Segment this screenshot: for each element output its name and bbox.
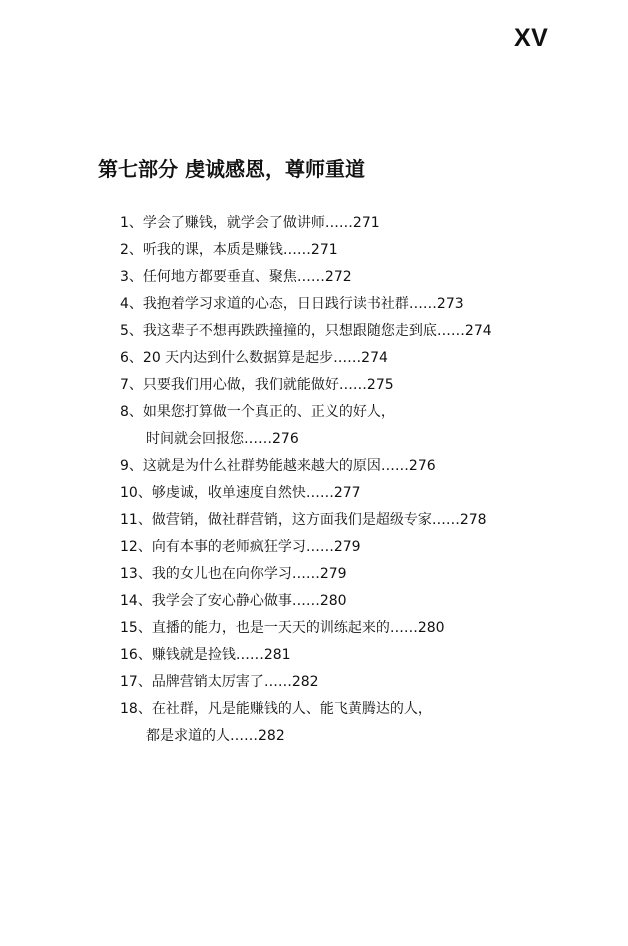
toc-item: 12、向有本事的老师疯狂学习……279 <box>120 539 361 555</box>
toc-item-continuation: 时间就会回报您……276 <box>146 431 299 447</box>
toc-item: 2、听我的课，本质是赚钱……271 <box>120 242 338 258</box>
toc-item: 7、只要我们用心做，我们就能做好……275 <box>120 377 394 393</box>
toc-item: 9、这就是为什么社群势能越来越大的原因……276 <box>120 458 436 474</box>
toc-item: 10、够虔诚，收单速度自然快……277 <box>120 485 361 501</box>
section-title: 第七部分 虔诚感恩，尊师重道 <box>98 157 365 181</box>
toc-item: 14、我学会了安心静心做事……280 <box>120 593 347 609</box>
toc-item: 13、我的女儿也在向你学习……279 <box>120 566 347 582</box>
toc-list <box>120 210 492 750</box>
toc-item: 18、在社群，凡是能赚钱的人、能飞黄腾达的人， <box>120 701 432 717</box>
toc-item: 8、如果您打算做一个真正的、正义的好人， <box>120 404 395 420</box>
toc-item: 11、做营销，做社群营销，这方面我们是超级专家……278 <box>120 512 487 528</box>
toc-item-continuation: 都是求道的人……282 <box>146 728 285 744</box>
toc-item: 4、我抱着学习求道的心态，日日践行读书社群……273 <box>120 296 464 312</box>
page-number: XV <box>514 24 549 52</box>
toc-item: 3、任何地方都要垂直、聚焦……272 <box>120 269 352 285</box>
toc-item: 1、学会了赚钱，就学会了做讲师……271 <box>120 215 380 231</box>
toc-item: 17、品牌营销太厉害了……282 <box>120 674 319 690</box>
toc-item: 16、赚钱就是捡钱……281 <box>120 647 291 663</box>
toc-item: 6、20 天内达到什么数据算是起步……274 <box>120 350 388 366</box>
toc-item: 15、直播的能力，也是一天天的训练起来的……280 <box>120 620 445 636</box>
toc-item: 5、我这辈子不想再跌跌撞撞的，只想跟随您走到底……274 <box>120 323 492 339</box>
